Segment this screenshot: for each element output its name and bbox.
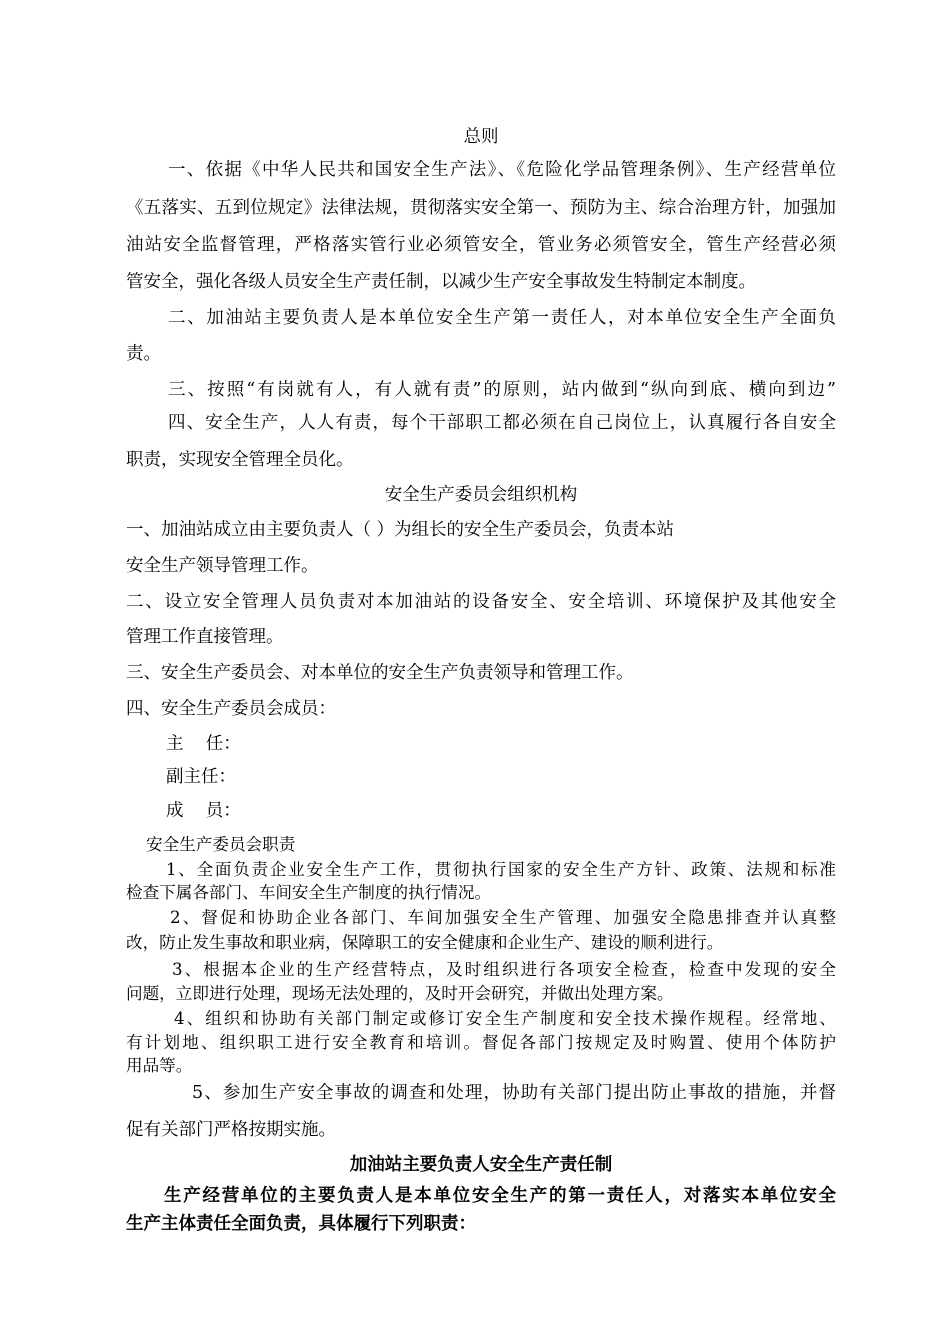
member-role-members: 成 员： [166,801,241,821]
duty-line: 有计划地、组织职工进行安全教育和培训。督促各部门按规定及时购置、使用个体防护 [126,1033,836,1052]
paragraph-line: 二、加油站主要负责人是本单位安全生产第一责任人，对本单位安全生产全面负 [168,308,836,328]
section-title-head-duty: 加油站主要负责人安全生产责任制 [349,1155,613,1175]
member-role-director: 主 任： [166,734,241,754]
paragraph-line: 三、按照“有岗就有人，有人就有责”的原则，站内做到“纵向到底、横向到边” [168,380,836,400]
member-role-deputy: 副主任： [166,767,236,787]
paragraph-line: 一、依据《中华人民共和国安全生产法》、《危险化学品管理条例》、生产经营单位 [168,160,836,180]
duty-line: 用品等。 [126,1056,193,1075]
paragraph-line: 一、加油站成立由主要负责人（ ）为组长的安全生产委员会，负责本站 [126,520,675,540]
duty-line: 改，防止发生事故和职业病，保障职工的安全健康和企业生产、建设的顺利进行。 [126,933,724,952]
paragraph-line: 二、设立安全管理人员负责对本加油站的设备安全、安全培训、环境保护及其他安全 [126,592,836,612]
paragraph-line: 管安全，强化各级人员安全生产责任制，以减少生产安全事故发生特制定本制度。 [126,272,756,292]
duty-line: 促有关部门严格按期实施。 [126,1120,336,1140]
paragraph-line: 《五落实、五到位规定》法律法规，贯彻落实安全第一、预防为主、综合治理方针，加强加 [126,198,836,218]
duty-line: 问题，立即进行处理，现场无法处理的，及时开会研究，并做出处理方案。 [126,984,674,1003]
paragraph-line: 生产经营单位的主要负责人是本单位安全生产的第一责任人，对落实本单位安全 [164,1186,836,1206]
paragraph-line: 油站安全监督管理，严格落实管行业必须管安全，管业务必须管安全，管生产经营必须 [126,235,836,255]
paragraph-line: 生产主体责任全面负责，具体履行下列职责： [126,1214,476,1234]
duty-line: 1、全面负责企业安全生产工作，贯彻执行国家的安全生产方针、政策、法规和标准 [166,860,836,879]
duty-line: 2、督促和协助企业各部门、车间加强安全生产管理、加强安全隐患排查并认真整 [170,908,836,927]
section-title-committee-org: 安全生产委员会组织机构 [384,485,578,505]
duty-line: 3、根据本企业的生产经营特点，及时组织进行各项安全检查，检查中发现的安全 [172,960,836,979]
duty-line: 4、组织和协助有关部门制定或修订安全生产制度和安全技术操作规程。经常地、 [174,1009,836,1028]
section-title-general: 总则 [463,127,499,147]
paragraph-line: 管理工作直接管理。 [126,627,284,647]
paragraph-line: 责。 [126,344,161,364]
paragraph-line: 三、安全生产委员会、对本单位的安全生产负责领导和管理工作。 [126,663,634,683]
paragraph-line: 安全生产领导管理工作。 [126,556,319,576]
duty-line: 5、参加生产安全事故的调查和处理，协助有关部门提出防止事故的措施，并督 [192,1083,836,1103]
paragraph-line: 四、安全生产，人人有责，每个干部职工都必须在自己岗位上，认真履行各自安全 [168,413,836,433]
paragraph-line: 四、安全生产委员会成员： [126,699,336,719]
duty-line: 检查下属各部门、车间安全生产制度的执行情况。 [126,883,492,902]
paragraph-line: 职责，实现安全管理全员化。 [126,450,354,470]
section-title-committee-duties: 安全生产委员会职责 [146,835,296,854]
